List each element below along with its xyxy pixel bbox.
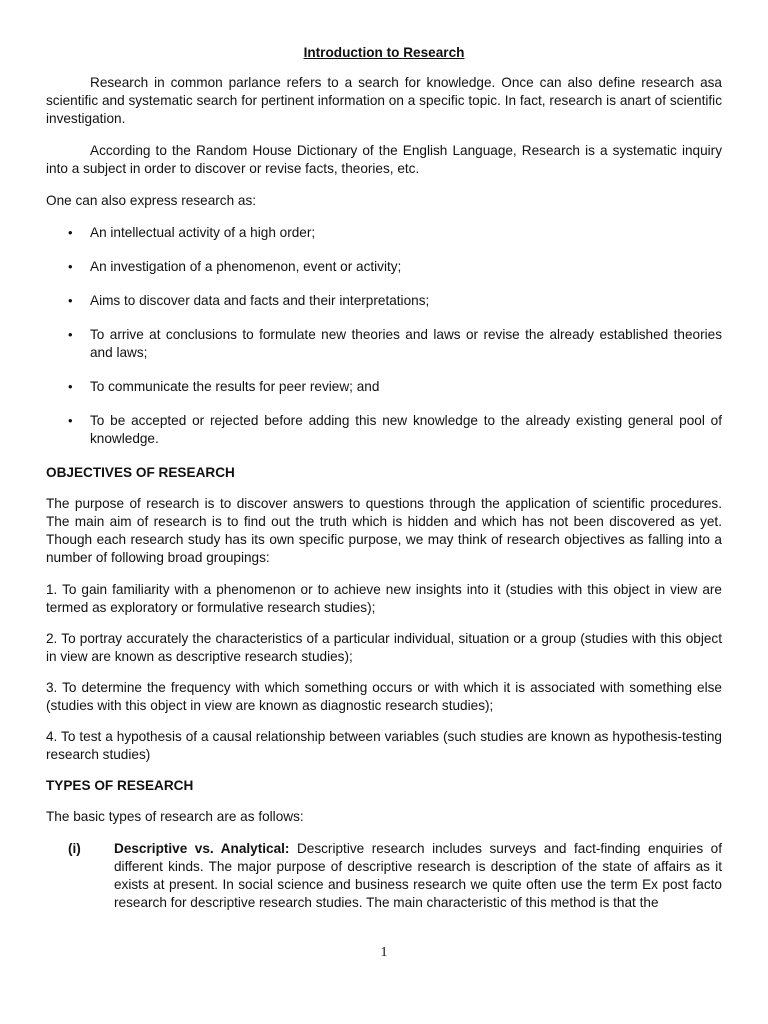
- document-title: Introduction to Research: [303, 45, 465, 60]
- intro-paragraph-1: Research in common parlance refers to a search for knowledge. Once can also define research asa scientific and systematic search for pertinent information on a specific topic. In fact, research is anart of scientific investigation.: [46, 75, 722, 126]
- bullet-icon: •: [68, 379, 73, 394]
- objective-item: 2. To portray accurately the characteristics of a particular individual, situation or a group (studies with this object in view are known as descriptive research studies);: [46, 631, 722, 664]
- type-item-marker: (i): [68, 841, 81, 856]
- list-item: • An intellectual activity of a high order;: [68, 225, 316, 240]
- list-item: • To arrive at conclusions to formulate new theories and laws or revise the already established theories and laws;: [68, 327, 722, 360]
- objectives-list: [46, 581, 722, 764]
- bullet-icon: •: [68, 327, 73, 342]
- type-item-text: Descriptive research includes surveys and fact-finding enquiries of different kinds. The major purpose of descriptive research is description of the state of affairs as it exists at present. In social science and business research we quite often use the term Ex post facto research for descriptive research studies. The main characteristic of this method is that the: [114, 841, 722, 910]
- objective-item: 4. To test a hypothesis of a causal relationship between variables (such studies are known as hypothesis-testing research studies): [46, 729, 722, 762]
- objectives-heading: OBJECTIVES OF RESEARCH: [46, 465, 235, 480]
- list-item: • To communicate the results for peer review; and: [68, 379, 380, 394]
- express-lead: One can also express research as:: [46, 193, 257, 208]
- document-page: [46, 44, 722, 912]
- objectives-paragraph: The purpose of research is to discover answers to questions through the application of scientific procedures. The main aim of research is to find out the truth which is hidden and which has not been discovered as yet. Though each research study has its own specific purpose, we may think of research objectives as falling into a number of following broad groupings:: [46, 496, 722, 565]
- bullet-icon: •: [68, 413, 73, 428]
- list-item: • An investigation of a phenomenon, event or activity;: [68, 259, 402, 274]
- intro-paragraph-2: According to the Random House Dictionary of the English Language, Research is a systematic inquiry into a subject in order to discover or revise facts, theories, etc.: [46, 143, 722, 176]
- bullet-icon: •: [68, 225, 73, 240]
- bullet-icon: •: [68, 293, 73, 308]
- objective-item: 1. To gain familiarity with a phenomenon or to achieve new insights into it (studies with this object in view are termed as exploratory or formulative research studies);: [46, 582, 722, 615]
- page-number: 1: [380, 945, 388, 960]
- bullet-icon: •: [68, 259, 73, 274]
- objective-item: 3. To determine the frequency with which something occurs or with which it is associated with something else (studies with this object in view are known as diagnostic research studies);: [46, 680, 722, 713]
- type-item-lead: Descriptive vs. Analytical:: [114, 841, 290, 856]
- types-lead: The basic types of research are as follows:: [46, 809, 304, 824]
- research-bullet-list: [46, 224, 722, 448]
- types-heading: TYPES OF RESEARCH: [46, 778, 194, 793]
- list-item: • Aims to discover data and facts and their interpretations;: [68, 293, 430, 308]
- type-item-descriptive: [46, 840, 722, 912]
- list-item: • To be accepted or rejected before adding this new knowledge to the already existing general pool of knowledge.: [68, 413, 722, 446]
